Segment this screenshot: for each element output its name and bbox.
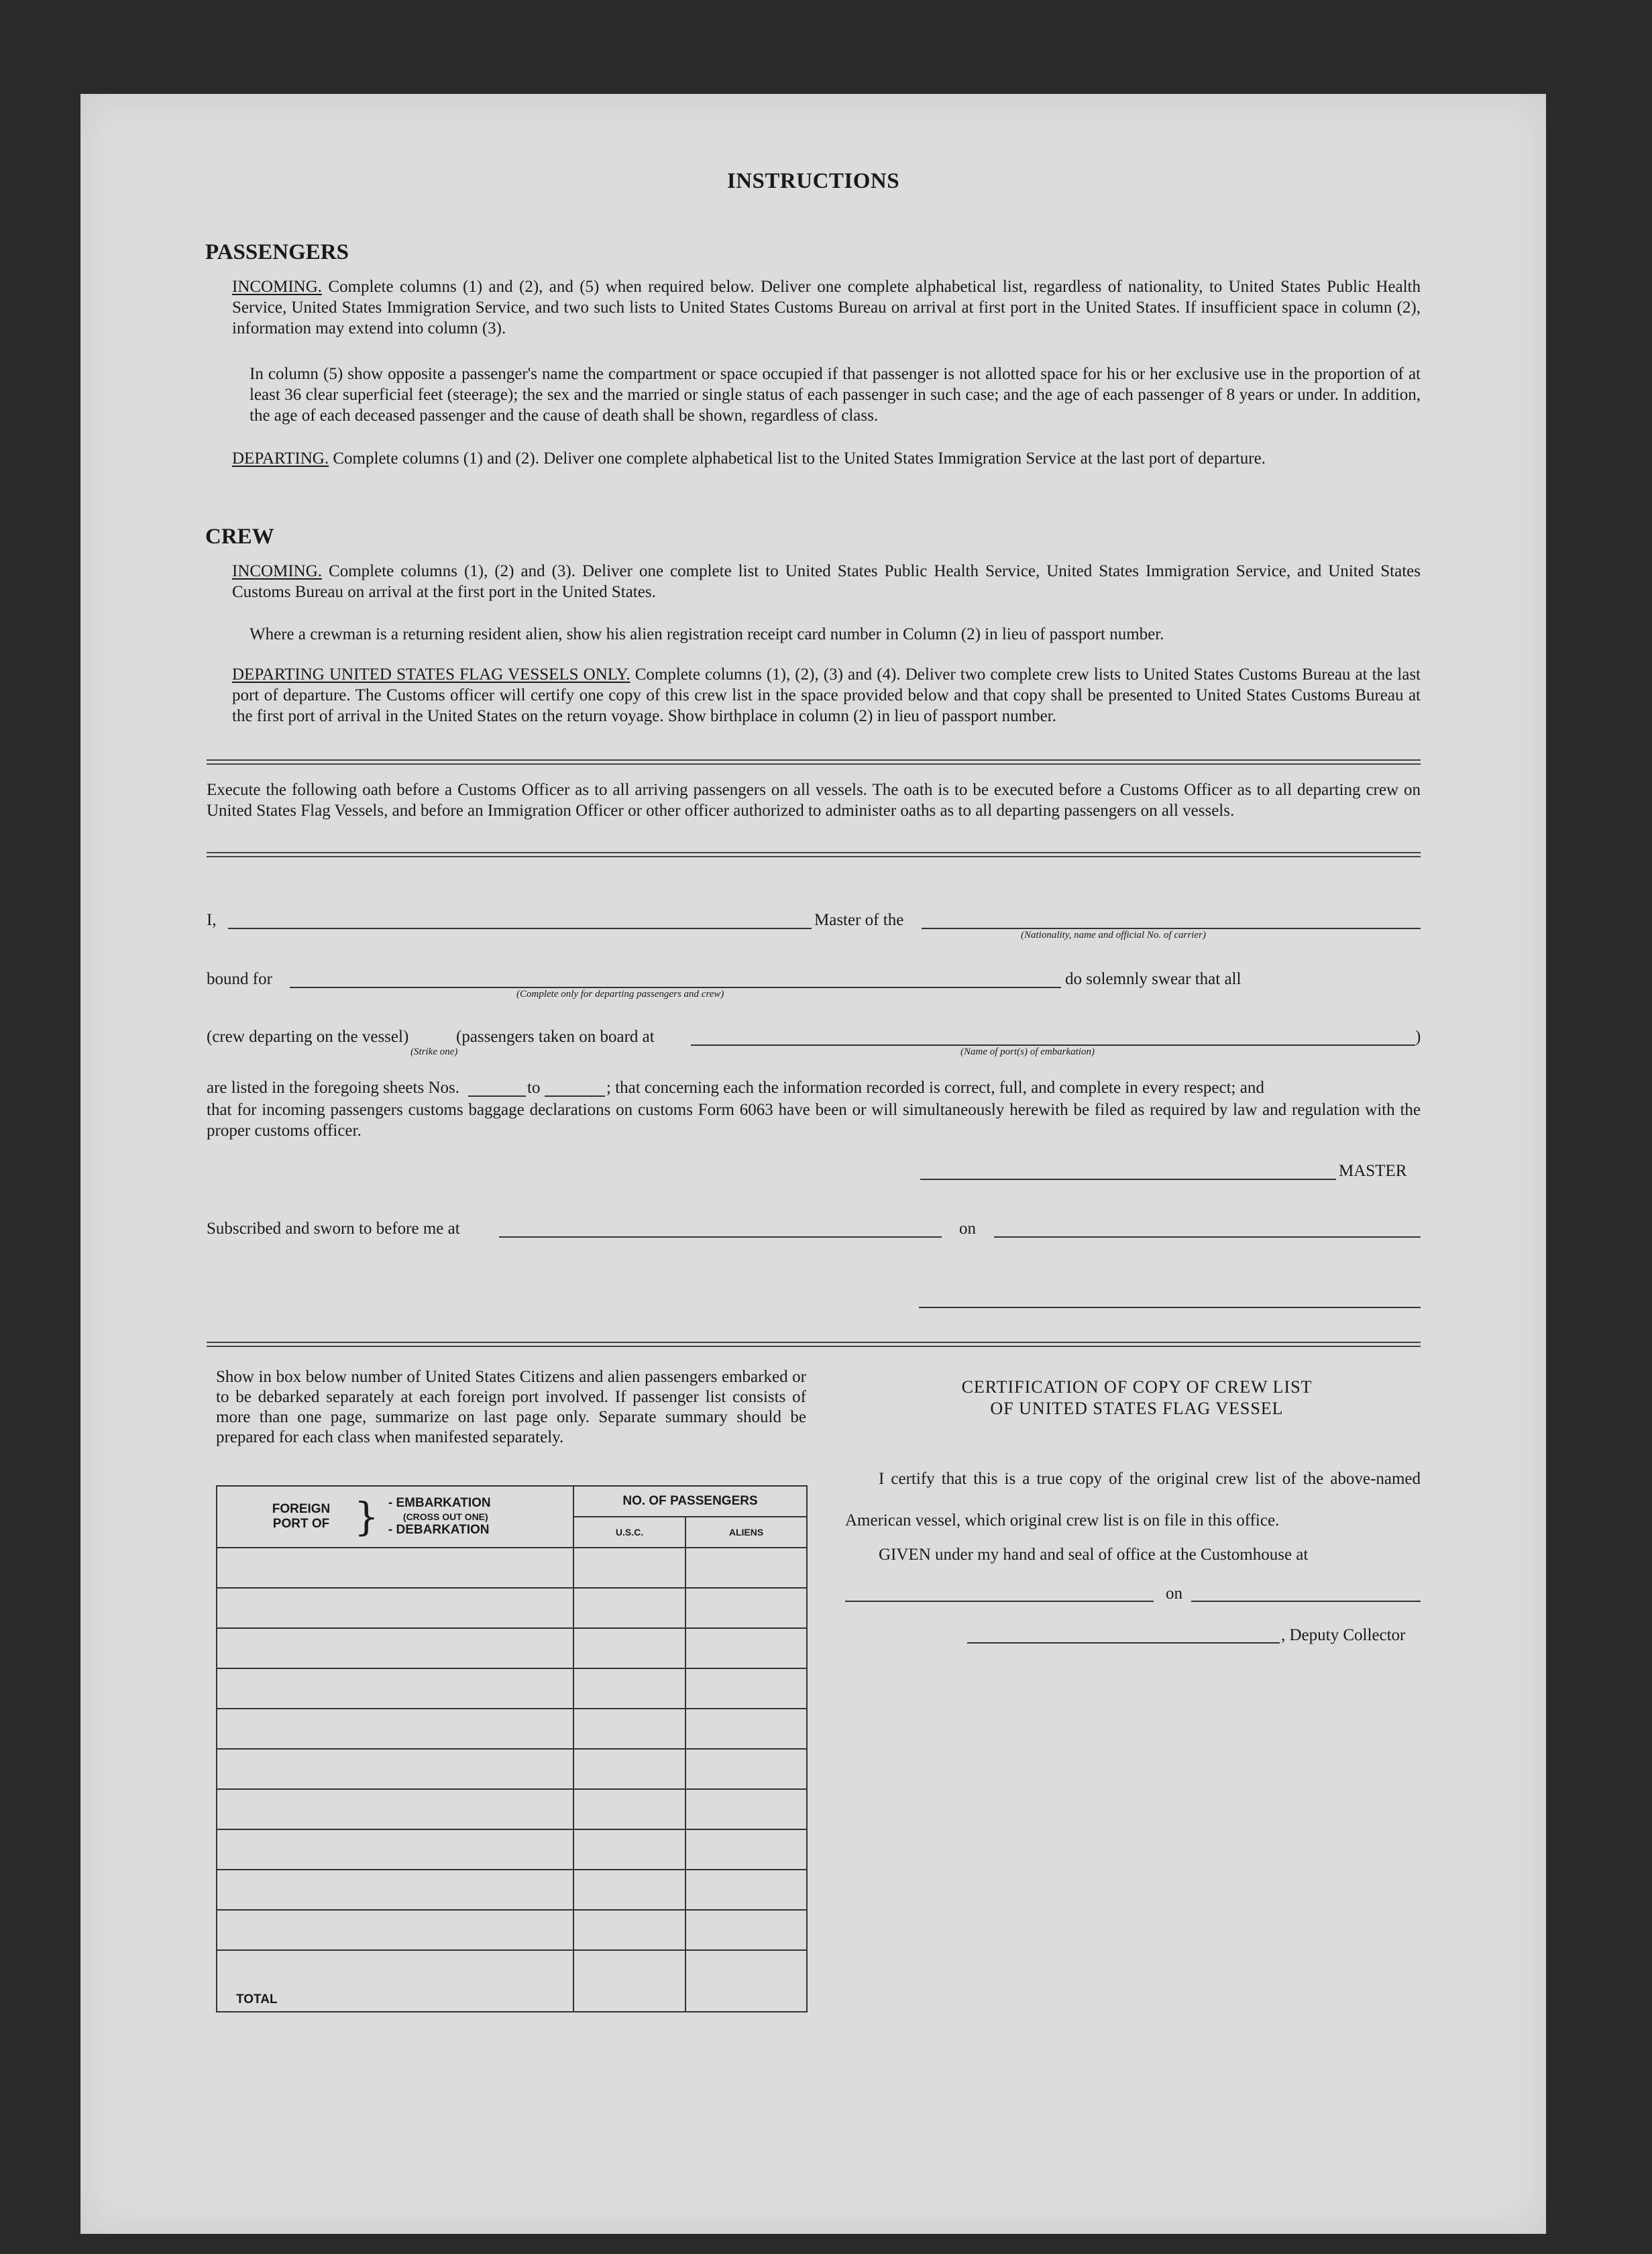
sworn-date-field[interactable] (994, 1236, 1421, 1238)
total-usc-cell[interactable] (573, 1950, 685, 2012)
foreign-port-header (217, 1486, 573, 1548)
debarkation-label[interactable]: - DEBARKATION (388, 1523, 490, 1537)
port-embarkation-field[interactable] (691, 1044, 1415, 1046)
usc-cell[interactable] (573, 1789, 685, 1829)
usc-cell[interactable] (573, 1548, 685, 1588)
crew-resident-paragraph: Where a crewman is a returning resident alien, show his alien registration receipt card number in Column (2) in lieu of passport number. (250, 625, 1164, 643)
given-text: GIVEN under my hand and seal of office at the Customhouse at (879, 1546, 1309, 1564)
aliens-cell[interactable] (685, 1709, 807, 1749)
double-rule (207, 759, 1421, 765)
brace-icon: } (354, 1494, 379, 1540)
complete-only-caption: (Complete only for departing passengers and crew) (516, 989, 724, 1000)
port-cell[interactable] (217, 1588, 573, 1628)
certification-on-label: on (1166, 1585, 1182, 1603)
sheet-to-field[interactable] (545, 1095, 605, 1097)
table-row (217, 1789, 807, 1829)
passengers-departing-text: Complete columns (1) and (2). Deliver one complete alphabetical list to the United States Immigration Service at the last port of departure. (333, 449, 1266, 468)
table-row (217, 1709, 807, 1749)
foreign-port-of-label: FOREIGN PORT OF (272, 1502, 331, 1531)
listed-text-to: to (527, 1079, 541, 1097)
bound-for-label: bound for (207, 970, 272, 988)
table-row (217, 1910, 807, 1950)
crew-incoming-paragraph (232, 561, 1421, 602)
oath-i-label: I, (207, 911, 217, 929)
table-row (217, 1668, 807, 1709)
port-cell[interactable] (217, 1789, 573, 1829)
usc-header: U.S.C. (573, 1517, 685, 1548)
usc-cell[interactable] (573, 1829, 685, 1870)
aliens-cell[interactable] (685, 1668, 807, 1709)
strike-one-caption: (Strike one) (410, 1046, 458, 1057)
aliens-cell[interactable] (685, 1910, 807, 1950)
oath-intro-paragraph: Execute the following oath before a Customs Officer as to all arriving passengers on all vessels. The oath is to be executed before a Customs Officer as to all departing crew on United States Flag Vessels, and before an Immigration Officer or other officer authorized to administer oaths as to all departing passengers on all vessels. (207, 781, 1421, 820)
total-label-cell (217, 1950, 573, 2012)
usc-cell[interactable] (573, 1588, 685, 1628)
deputy-signature-field[interactable] (967, 1642, 1280, 1644)
usc-cell[interactable] (573, 1668, 685, 1709)
master-signature-field[interactable] (920, 1179, 1336, 1180)
certification-title-line2: OF UNITED STATES FLAG VESSEL (990, 1399, 1284, 1418)
port-cell[interactable] (217, 1548, 573, 1588)
usc-cell[interactable] (573, 1628, 685, 1668)
aliens-header: ALIENS (685, 1517, 807, 1548)
crew-departing-option[interactable]: (crew departing on the vessel) (207, 1028, 409, 1046)
crew-departing-text: Complete columns (1), (2), (3) and (4). Deliver two complete crew lists to United States Customs Bureau at the last port of departure. The Customs officer will certify one copy of this crew list in the space provided below and that copy shall be presented to United States Customs Bureau at the first port of arrival in the United States on the return voyage. Show birthplace in column (2) in lieu of passport number. (232, 665, 1421, 725)
officer-signature-field[interactable] (919, 1307, 1421, 1308)
close-paren: ) (1415, 1028, 1421, 1046)
passenger-summary-table (216, 1485, 808, 2012)
no-of-passengers-header: NO. OF PASSENGERS (573, 1486, 807, 1517)
port-cell[interactable] (217, 1870, 573, 1910)
nationality-caption: (Nationality, name and official No. of carrier) (1021, 930, 1206, 941)
double-rule (207, 1342, 1421, 1347)
embarkation-label[interactable]: - EMBARKATION (388, 1496, 491, 1510)
form-page (80, 94, 1546, 2234)
bound-for-field[interactable] (290, 987, 1061, 988)
usc-cell[interactable] (573, 1910, 685, 1950)
sworn-on-label: on (959, 1220, 976, 1238)
crew-incoming-label: INCOMING. (232, 562, 323, 580)
solemnly-swear-label: do solemnly swear that all (1065, 970, 1242, 988)
passengers-incoming-label: INCOMING. (232, 278, 323, 296)
passengers-departing-label: DEPARTING. (232, 449, 329, 468)
usc-cell[interactable] (573, 1870, 685, 1910)
passengers-incoming-text: Complete columns (1) and (2), and (5) when required below. Deliver one complete alphabetical list, regardless of nationality, to United States Public Health Service, United States Immigration Service, and two such lists to United States Customs Bureau on arrival at first port in the United States. If insufficient space in column (2), information may extend into column (3). (232, 278, 1421, 337)
usc-cell[interactable] (573, 1709, 685, 1749)
summary-instructions: Show in box below number of United States Citizens and alien passengers embarked or to be debarked separately at each foreign port involved. If passenger list consists of more than one page, summarize on last page only. Separate summary should be prepared for each class when manifested separately. (216, 1368, 806, 1446)
double-rule (207, 852, 1421, 857)
aliens-cell[interactable] (685, 1870, 807, 1910)
table-row (217, 1829, 807, 1870)
carrier-field[interactable] (922, 928, 1421, 929)
crew-incoming-text: Complete columns (1), (2) and (3). Deliver one complete list to United States Public Health Service, United States Immigration Service, and United States Customs Bureau on arrival at the first port in the United States. (232, 562, 1421, 601)
certify-paragraph: I certify that this is a true copy of the original crew list of the above-named American vessel, which original crew list is on file in this office. (845, 1470, 1421, 1529)
table-row (217, 1870, 807, 1910)
certification-date-field[interactable] (1191, 1601, 1421, 1602)
passengers-column5-paragraph: In column (5) show opposite a passenger's name the compartment or space occupied if that passenger is not allotted space for his or her exclusive use in the proportion of at least 36 clear superficial feet (steerage); the sex and the married or single status of each passenger in such case; and the age of each passenger of 8 years or under. In addition, the age of each deceased passenger and the cause of death shall be shown, regardless of class. (250, 365, 1421, 425)
listed-text-c: that for incoming passengers customs baggage declarations on customs Form 6063 have been or will simultaneously herewith be filed as required by law and regulation with the proper customs officer. (207, 1101, 1421, 1140)
customhouse-field[interactable] (845, 1601, 1154, 1602)
passengers-heading: PASSENGERS (205, 240, 349, 264)
usc-cell[interactable] (573, 1749, 685, 1789)
listed-text-b: ; that concerning each the information recorded is correct, full, and complete in every respect; and (606, 1079, 1264, 1097)
aliens-cell[interactable] (685, 1628, 807, 1668)
certification-title-line1: CERTIFICATION OF COPY OF CREW LIST (961, 1377, 1313, 1397)
master-label: MASTER (1339, 1162, 1407, 1180)
aliens-cell[interactable] (685, 1548, 807, 1588)
crew-departing-paragraph (232, 664, 1421, 727)
table-row (217, 1588, 807, 1628)
total-aliens-cell[interactable] (685, 1950, 807, 2012)
passengers-taken-option[interactable]: (passengers taken on board at (456, 1028, 655, 1046)
port-cell[interactable] (217, 1910, 573, 1950)
port-cell[interactable] (217, 1749, 573, 1789)
crew-heading: CREW (205, 525, 274, 549)
sworn-place-field[interactable] (499, 1236, 942, 1238)
port-caption: (Name of port(s) of embarkation) (960, 1046, 1095, 1057)
sheet-from-field[interactable] (468, 1095, 526, 1097)
aliens-cell[interactable] (685, 1588, 807, 1628)
port-cell[interactable] (217, 1668, 573, 1709)
listed-text-a: are listed in the foregoing sheets Nos. (207, 1079, 459, 1097)
port-cell[interactable] (217, 1628, 573, 1668)
table-row (217, 1628, 807, 1668)
passengers-departing-paragraph (232, 448, 1421, 469)
crew-departing-label: DEPARTING UNITED STATES FLAG VESSELS ONLY. (232, 665, 630, 684)
deputy-collector-label: , Deputy Collector (1281, 1626, 1406, 1644)
aliens-cell[interactable] (685, 1749, 807, 1789)
port-cell[interactable] (217, 1709, 573, 1749)
page-title: INSTRUCTIONS (726, 169, 900, 193)
subscribed-label: Subscribed and sworn to before me at (207, 1220, 460, 1238)
cross-out-one-label: (CROSS OUT ONE) (402, 1511, 488, 1522)
passengers-incoming-paragraph (232, 276, 1421, 339)
port-cell[interactable] (217, 1829, 573, 1870)
master-name-field[interactable] (228, 928, 812, 929)
total-row (217, 1950, 807, 2012)
aliens-cell[interactable] (685, 1789, 807, 1829)
master-of-the-label: Master of the (814, 911, 904, 929)
aliens-cell[interactable] (685, 1829, 807, 1870)
table-row (217, 1548, 807, 1588)
total-label: TOTAL (236, 1992, 278, 2006)
table-row (217, 1749, 807, 1789)
